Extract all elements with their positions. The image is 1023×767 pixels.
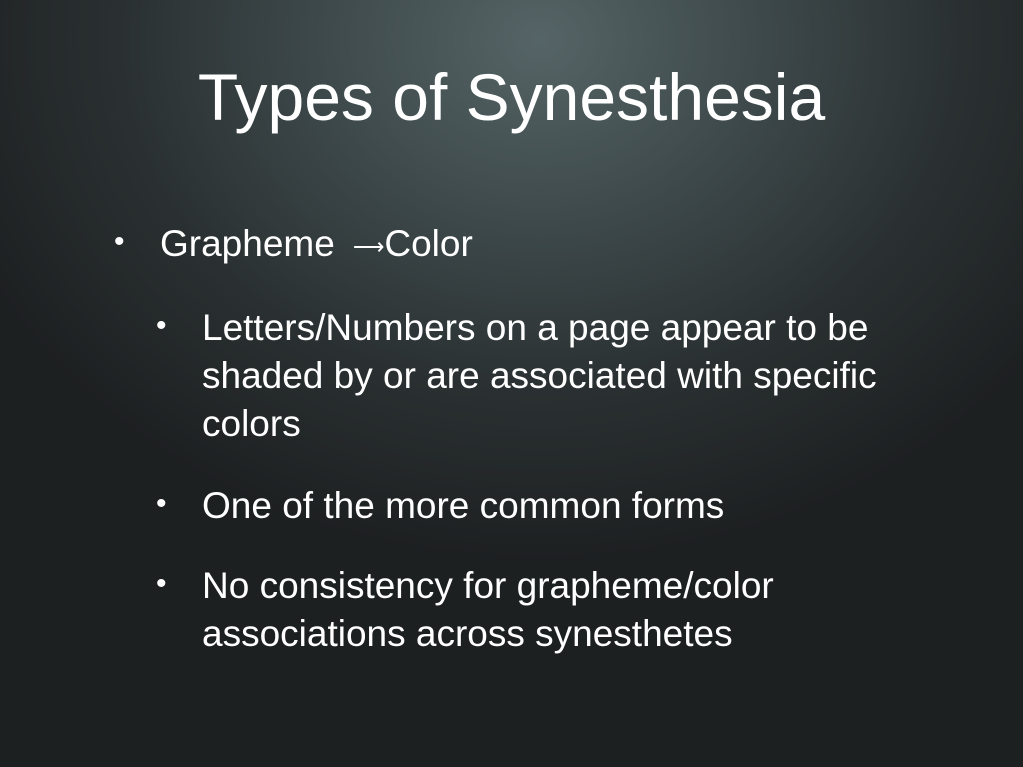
bullet-dot-icon: •	[156, 309, 167, 342]
right-arrow-icon: ⟶	[352, 234, 385, 259]
bullet-dot-icon: •	[156, 487, 167, 520]
sub-bullet-no-consistency	[156, 562, 922, 658]
slide-title: Types of Synesthesia	[197, 60, 826, 134]
sub-bullet-letters-numbers	[156, 304, 922, 448]
bullet-text-color: Color	[384, 223, 473, 264]
bullet-text-grapheme: Grapheme	[160, 223, 335, 264]
sub-bullet-text: Letters/Numbers on a page appear to be shaded by or are associated with specific colors	[202, 307, 887, 444]
sub-bullet-text: One of the more common forms	[202, 485, 725, 526]
bullet-grapheme-color	[114, 220, 940, 271]
sub-bullet-text: No consistency for grapheme/color associations across synesthetes	[202, 565, 784, 654]
sub-bullet-common-forms	[156, 482, 922, 530]
bullet-dot-icon: •	[156, 567, 167, 600]
bullet-dot-icon: •	[114, 225, 125, 258]
